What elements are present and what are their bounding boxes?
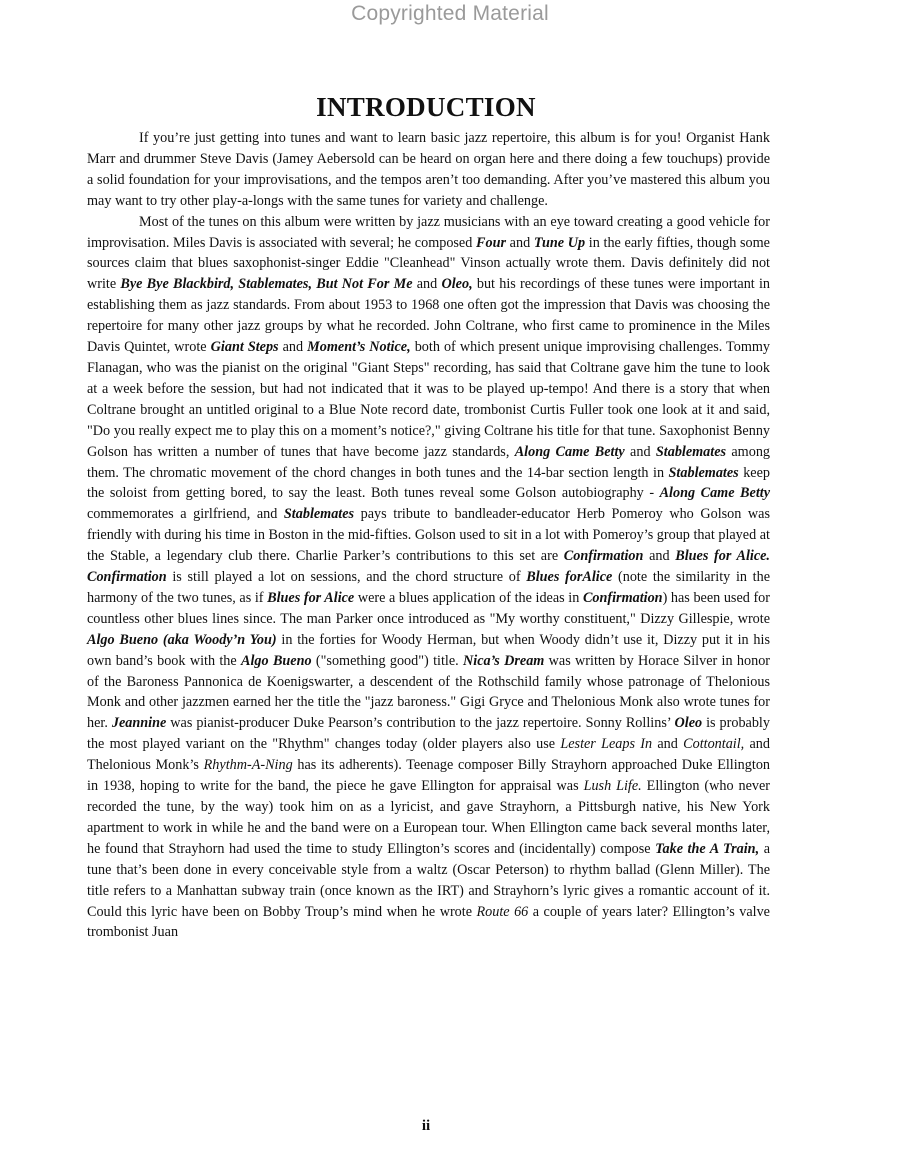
page-title: INTRODUCTION (316, 92, 536, 123)
text-run: a tune that’s been done in every conceivable style from a waltz (Oscar Peterson) to rhythm ballad (Glenn Miller). The title refers to a Manhattan subway train (once known as the IRT) and Strayhorn’s lyric gives a romantic account of it. Could this lyric have been on Bobby Troup’s mind when he wrote (87, 840, 770, 920)
text-run: in the forties for Woody Herman, but when Woody didn’t use it, Dizzy put it in his own band’s book with the (87, 631, 770, 669)
tune-title: Stablemates (668, 464, 739, 481)
tune-title: Cottontail, (683, 736, 745, 753)
tune-title: Stablemates (655, 443, 727, 460)
text-run: (note the similarity in the harmony of the two tunes, as if (87, 569, 770, 606)
tune-title: Giant Steps (210, 339, 279, 356)
tune-title: Blues for Alice. (675, 548, 770, 565)
text-run: commemorates a girlfriend, and (87, 506, 284, 523)
text-run: and (652, 736, 684, 753)
copyright-watermark: Copyrighted Material (351, 2, 549, 25)
tune-title: Confirmation (563, 548, 644, 565)
text-run: ) has been used for countless other blues lines since. The man Parker once introduced as "My worthy constituent," Dizzy Gillespie, wrote (87, 589, 770, 627)
text-run: and (505, 234, 534, 251)
text-run: If you’re just getting into tunes and want to learn basic jazz repertoire, this album is for you! Organist Hank Marr and drummer Steve Davis (Jamey Aebersold can be heard on organ here and there doing a few touchups) provide a solid foundation for your improvisations, and the tempos aren’t too demanding. After you’ve mastered this album you may want to try other play-a-longs with the same tunes for variety and challenge. (87, 130, 770, 209)
text-run: pays tribute to bandleader-educator Herb Pomeroy who Golson was friendly with during his time in Boston in the mid-fifties. Golson used to sit in a lot with Pomeroy’s group that played at the Stable, a legendary club there. Charlie Parker’s contributions to this set are (87, 506, 770, 565)
text-run: and (412, 276, 442, 293)
text-run: is still played a lot on sessions, and the chord structure of (166, 569, 527, 586)
paragraph-tunes-history (87, 212, 770, 944)
text-run: in the early fifties, though some sources claim that blues saxophonist-singer Eddie "Cleanhead" Vinson actually wrote them. Davis definitely did not write (87, 234, 770, 293)
text-run: Most of the tunes on this album were written by jazz musicians with an eye toward creating a good vehicle for improvisation. Miles Davis is associated with several; he composed (87, 213, 770, 251)
tune-title: Confirmation (582, 589, 663, 606)
paragraph-intro (87, 128, 770, 212)
tune-title: Algo Bueno (aka Woody’n You) (87, 631, 277, 648)
tune-title: Take the A Train, (655, 840, 760, 857)
tune-title: Along Came Betty (659, 485, 770, 502)
introduction-body (87, 128, 770, 943)
tune-title: Algo Bueno (241, 652, 312, 669)
tune-title: Blues for Alice (267, 589, 355, 606)
text-run: ("something good") title. (311, 652, 464, 669)
tune-title: Confirmation (87, 569, 167, 586)
text-run: among them. The chromatic movement of the chord changes in both tunes and the 14-bar section length in (87, 443, 771, 481)
text-run: and (624, 443, 656, 460)
tune-title: Route 66 (476, 903, 529, 920)
page-number: ii (421, 1118, 431, 1134)
tune-title: Oleo, (441, 276, 473, 293)
tune-title: Stablemates (283, 506, 355, 523)
tune-title: Four (476, 234, 506, 251)
tune-title: Tune Up (533, 234, 586, 251)
text-run: keep the soloist from getting bored, to say the least. Both tunes reveal some Golson autobiography - (87, 464, 770, 502)
tune-title: Rhythm-A-Ning (203, 757, 293, 774)
text-run: and (278, 339, 308, 356)
text-run: Ellington (who never recorded the tune, by the way) took him on as a lyricist, and gave Strayhorn, a Pittsburgh native, his New York apartment to work in while he and the band were on a European tour. When Ellington came back several months later, he found that Strayhorn had used the time to study Ellington’s scores and (incidentally) compose (87, 778, 770, 857)
text-run: a couple of years later? Ellington’s valve trombonist Juan (87, 903, 770, 941)
tune-title: Blues forAlice (526, 569, 613, 586)
text-run: and (643, 548, 676, 565)
tune-title: Lester Leaps In (560, 736, 653, 753)
tune-title: Jeannine (111, 715, 167, 732)
text-run: and Thelonious Monk’s (87, 736, 770, 774)
tune-title: Lush Life. (583, 778, 642, 795)
tune-title: Moment’s Notice, (307, 339, 411, 356)
text-run: were a blues application of the ideas in (354, 589, 583, 606)
text-run: both of which present unique improvising challenges. Tommy Flanagan, who was the pianist on the original "Giant Steps" recording, has said that Coltrane gave him the tune to look at a week before the session, but had not indicated that it was to be played up-tempo! And there is a story that when Coltrane brought an untitled original to a Blue Note record date, trombonist Curtis Fuller took one look at it and said, "Do you really expect me to play this on a moment’s notice?," giving Coltrane his title for that tune. Saxophonist Benny Golson has written a number of tunes that have become jazz standards, (87, 339, 770, 460)
tune-title: Bye Bye Blackbird, Stablemates, But Not For Me (120, 276, 413, 293)
text-run: but his recordings of these tunes were important in establishing them as jazz standards. From about 1953 to 1968 one often got the impression that Davis was choosing the repertoire for many other jazz groups by what he recorded. John Coltrane, who first came to prominence in the Miles Davis Quintet, wrote (87, 276, 770, 356)
tune-title: Nica’s Dream (463, 652, 545, 669)
tune-title: Oleo (674, 715, 703, 732)
text-run: is probably the most played variant on the "Rhythm" changes today (older players also use (87, 715, 770, 753)
tune-title: Along Came Betty (514, 443, 625, 460)
text-run: was pianist-producer Duke Pearson’s contribution to the jazz repertoire. Sonny Rollins’ (166, 715, 675, 732)
text-run: has its adherents). Teenage composer Billy Strayhorn approached Duke Ellington in 1938, hoping to write for the band, the piece he gave Ellington for appraisal was (87, 757, 771, 795)
text-run: was written by Horace Silver in honor of the Baroness Pannonica de Koenigswarter, a descendent of the Rothschild family whose patronage of Thelonious Monk and other jazzmen earned her the title the "jazz baroness." Gigi Gryce and Thelonious Monk also wrote tunes for her. (87, 652, 771, 732)
